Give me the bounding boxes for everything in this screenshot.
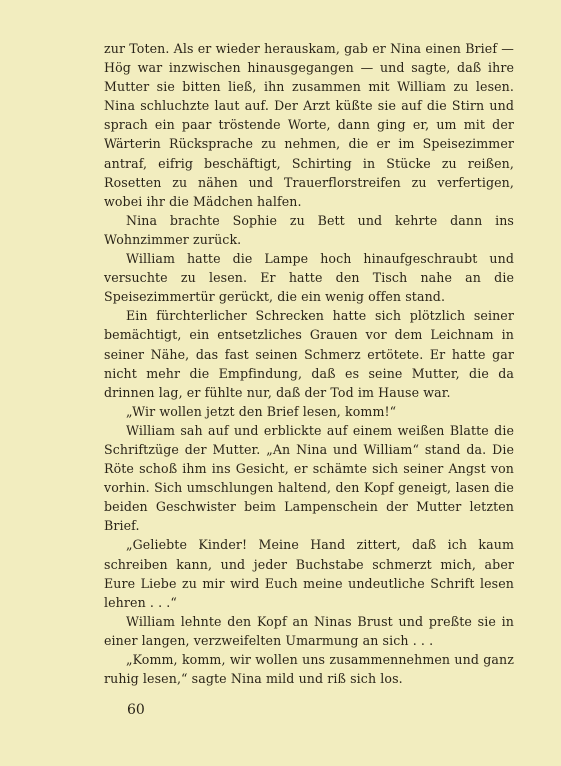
paragraph-8: William lehnte den Kopf an Ninas Brust und preßte sie in einer langen, verzweifelten Umarmung an sich . . .: [104, 613, 514, 648]
book-page-text: [104, 39, 514, 688]
page-number: 60: [127, 702, 145, 718]
paragraph-4: Ein fürchterlicher Schrecken hatte sich plötzlich seiner bemächtigt, ein entsetzliches Grauen vor dem Leichnam in seiner Nähe, das fast seinen Schmerz ertötete. Er hatte gar nicht mehr die Empfindung, daß es seine Mutter, die da drinnen lag, er fühlte nur, daß der Tod im Hause war.: [104, 308, 514, 400]
paragraph-1: zur Toten. Als er wieder herauskam, gab er Nina einen Brief — Hög war inzwischen hinausgegangen — und sagte, daß ihre Mutter sie bitten ließ, ihn zusammen mit William zu lesen. Nina schluchzte laut auf. Der Arzt küßte sie auf die Stirn und sprach ein paar tröstende Worte, dann ging er, um mit der Wärterin Rücksprache zu nehmen, die er im Speisezimmer antraf, eifrig beschäftigt, Schirting in Stücke zu reißen, Rosetten zu nähen und Trauerflorstreifen zu verfertigen, wobei ihr die Mädchen halfen.: [104, 41, 514, 209]
paragraph-7: „Geliebte Kinder! Meine Hand zittert, daß ich kaum schreiben kann, und jeder Buchstabe schmerzt mich, aber Eure Liebe zu mir wird Euch meine undeutliche Schrift lesen lehren . . .“: [104, 537, 514, 610]
paragraph-3: William hatte die Lampe hoch hinaufgeschraubt und versuchte zu lesen. Er hatte den Tisch nahe an die Speisezimmertür gerückt, die ein wenig offen stand.: [104, 251, 514, 305]
paragraph-6: William sah auf und erblickte auf einem weißen Blatte die Schriftzüge der Mutter. „An Nina und William“ stand da. Die Röte schoß ihm ins Gesicht, er schämte sich seiner Angst von vorhin. Sich umschlungen haltend, den Kopf geneigt, lasen die beiden Geschwister beim Lampenschein der Mutter letzten Brief.: [104, 422, 514, 534]
paragraph-5: „Wir wollen jetzt den Brief lesen, komm!“: [126, 403, 397, 419]
paragraph-9: „Komm, komm, wir wollen uns zusammennehmen und ganz ruhig lesen,“ sagte Nina mild und riß sich los.: [104, 652, 514, 687]
paragraph-2: Nina brachte Sophie zu Bett und kehrte dann ins Wohnzimmer zurück.: [104, 212, 514, 247]
